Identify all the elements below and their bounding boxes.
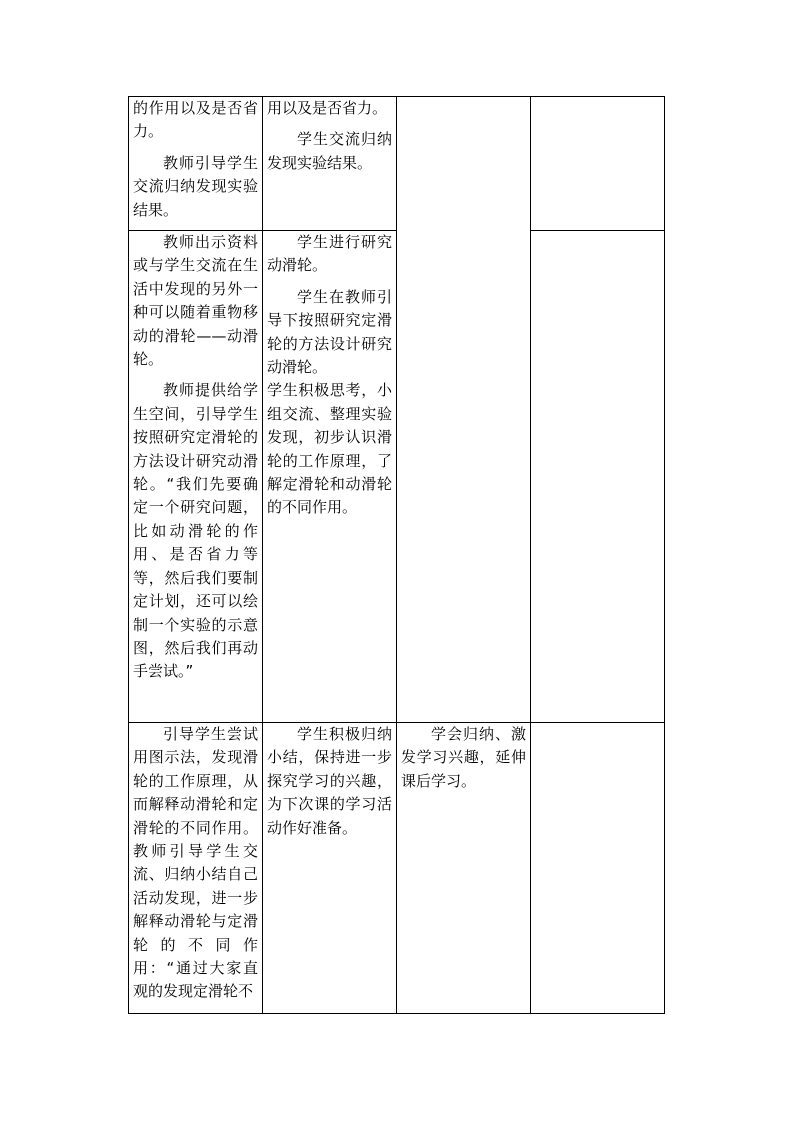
- cell-paragraph: 学生交流归纳发现实验结果。: [267, 130, 392, 172]
- design-intent-cell: [397, 97, 531, 723]
- cell-paragraph: 学生在教师引导下按照研究定滑轮的方法设计研究动滑轮。: [267, 287, 392, 377]
- cell-paragraph: 学生进行研究动滑轮。: [267, 233, 392, 275]
- notes-cell: [531, 97, 665, 231]
- cell-paragraph: 学会归纳、激发学习兴趣，延伸课后学习。: [401, 725, 526, 790]
- cell-paragraph: 教师出示资料或与学生交流在生活中发现的另外一种可以随着重物移动的滑轮——动滑轮。: [133, 233, 258, 369]
- design-intent-cell: [397, 723, 531, 1014]
- cell-paragraph: 引导学生尝试用图示法，发现滑轮的工作原理，从而解释动滑轮和定滑轮的不同作用。教师引导学生交流、归纳小结自己活动发现，进一步解释动滑轮与定滑轮的不同作用：“通过大家直观的发现定滑轮不: [133, 725, 258, 1001]
- student-activity-cell: [263, 231, 397, 723]
- notes-cell: [531, 231, 665, 723]
- cell-paragraph: 教师提供给学生空间，引导学生按照研究定滑轮的方法设计研究动滑轮。“我们先要确定一个研究问题，比如动滑轮的作用、是否省力等等，然后我们要制定计划，还可以绘制一个实验的示意图，然后我们再动手尝试。”: [133, 381, 258, 681]
- student-activity-cell: [263, 723, 397, 1014]
- cell-paragraph: 用以及是否省力。: [267, 99, 388, 117]
- notes-cell: [531, 723, 665, 1014]
- teacher-activity-cell: [129, 231, 263, 723]
- teacher-activity-cell: [129, 97, 263, 231]
- teacher-activity-cell: [129, 723, 263, 1014]
- student-activity-cell: [263, 97, 397, 231]
- lesson-plan-table: [128, 96, 665, 1014]
- cell-paragraph: 学生积极归纳小结，保持进一步探究学习的兴趣，为下次课的学习活动作好准备。: [267, 725, 392, 837]
- cell-paragraph: 学生积极思考，小组交流、整理实验发现，初步认识滑轮的工作原理，了解定滑轮和动滑轮的不同作用。: [267, 381, 392, 517]
- cell-paragraph: 的作用以及是否省力。: [133, 99, 258, 141]
- table-row: [129, 97, 665, 231]
- table-row: [129, 723, 665, 1014]
- cell-paragraph: 教师引导学生交流归纳发现实验结果。: [133, 153, 258, 219]
